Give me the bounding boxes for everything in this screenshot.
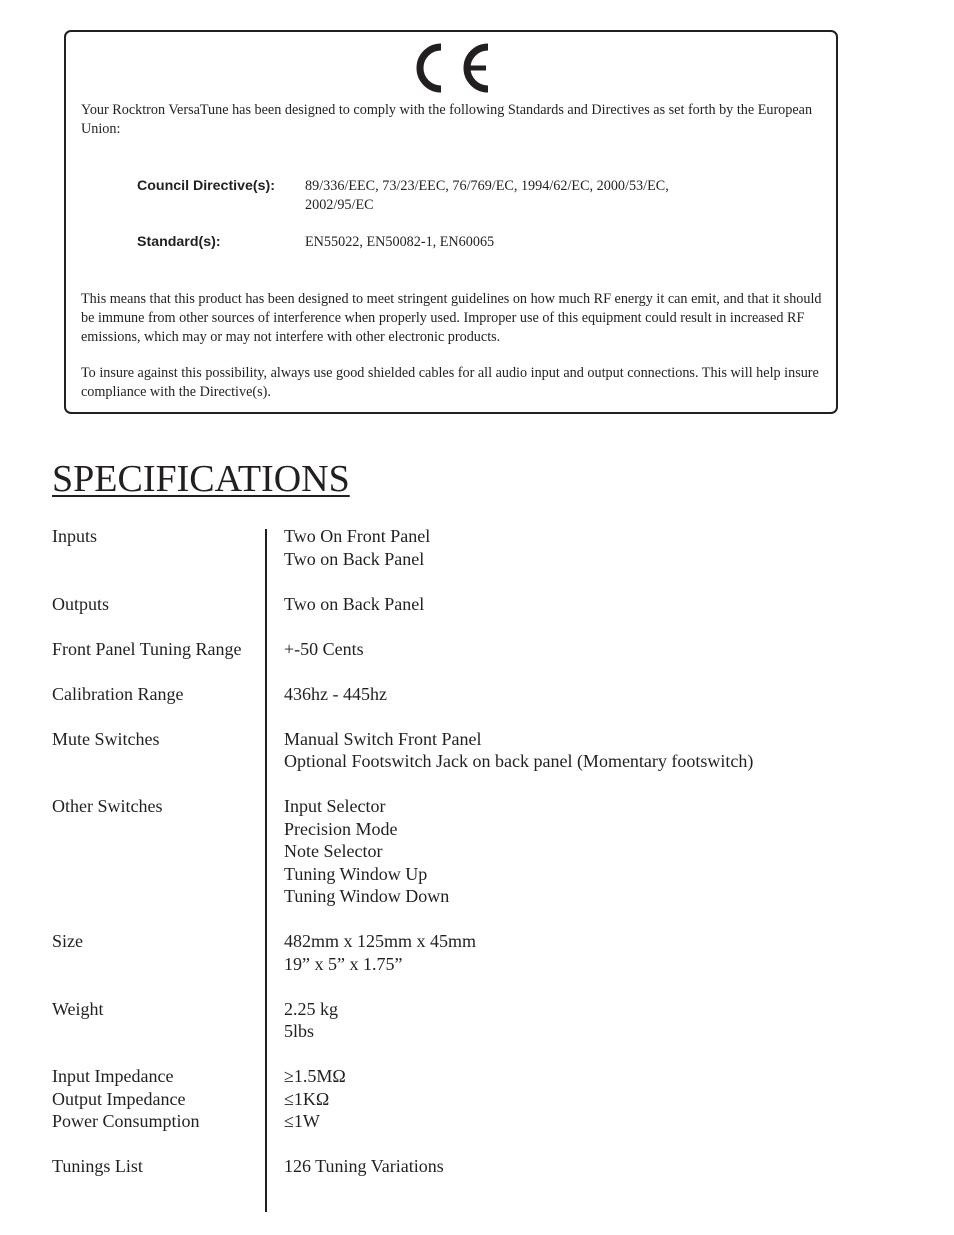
spec-value bbox=[284, 795, 904, 908]
spec-value-line: 436hz - 445hz bbox=[284, 683, 387, 704]
spec-label-line: Calibration Range bbox=[52, 683, 184, 704]
spec-value-line: Two On Front Panel bbox=[284, 526, 431, 546]
ce-mark-icon bbox=[412, 41, 492, 95]
spec-label-line: Weight bbox=[52, 998, 104, 1019]
spec-value bbox=[284, 930, 904, 975]
spec-value-line: Tuning Window Down bbox=[284, 886, 450, 906]
spec-value-line: Two on Back Panel bbox=[284, 548, 425, 569]
spec-label bbox=[52, 638, 262, 661]
spec-label-line: Outputs bbox=[52, 593, 110, 614]
spec-label-line: Power Consumption bbox=[52, 1111, 200, 1131]
spec-label-line: Size bbox=[52, 931, 83, 951]
spec-value bbox=[284, 1065, 904, 1133]
spec-label bbox=[52, 683, 262, 706]
spec-value bbox=[284, 998, 904, 1043]
spec-value bbox=[284, 525, 904, 570]
spec-value bbox=[284, 638, 904, 661]
spec-value-line: Input Selector bbox=[284, 796, 386, 816]
spec-column-divider bbox=[265, 529, 267, 1212]
ce-compliance-box bbox=[64, 30, 838, 414]
spec-value-line: 2.25 kg bbox=[284, 998, 338, 1019]
ce-intro-text: Your Rocktron VersaTune has been designed to comply with the following Standards and Directives as set forth by the European Union: bbox=[81, 102, 813, 137]
spec-value-line: ≤1KΩ bbox=[284, 1088, 330, 1109]
spec-value-line: 126 Tuning Variations bbox=[284, 1156, 444, 1176]
standards-value: EN55022, EN50082-1, EN60065 bbox=[305, 234, 495, 250]
spec-label-line: Inputs bbox=[52, 526, 97, 546]
spec-label bbox=[52, 1065, 262, 1133]
specifications-heading: SPECIFICATIONS bbox=[52, 458, 350, 500]
ce-paragraph-cables: To insure against this possibility, always use good shielded cables for all audio input and output connections. This will help insure compliance with the Directive(s). bbox=[81, 365, 819, 400]
spec-value-line: 5lbs bbox=[284, 1021, 315, 1041]
spec-value-line: Two on Back Panel bbox=[284, 593, 425, 614]
spec-label bbox=[52, 525, 262, 548]
spec-label-line: Mute Switches bbox=[52, 728, 160, 749]
spec-label-line: Tunings List bbox=[52, 1156, 143, 1176]
spec-label bbox=[52, 795, 262, 818]
spec-label-line: Other Switches bbox=[52, 796, 163, 816]
spec-label-line: Input Impedance bbox=[52, 1066, 174, 1086]
spec-value-line: ≥1.5MΩ bbox=[284, 1066, 346, 1086]
spec-label bbox=[52, 930, 262, 953]
spec-value-line: +-50 Cents bbox=[284, 638, 364, 659]
spec-label bbox=[52, 998, 262, 1021]
spec-value-line: 19” x 5” x 1.75” bbox=[284, 953, 403, 974]
spec-value-line: Manual Switch Front Panel bbox=[284, 728, 482, 749]
spec-value bbox=[284, 683, 904, 706]
spec-label-line: Output Impedance bbox=[52, 1088, 186, 1109]
spec-value bbox=[284, 1155, 904, 1178]
council-directives-value: 89/336/EEC, 73/23/EEC, 76/769/EC, 1994/62/EC, 2000/53/EC, 2002/95/EC bbox=[305, 178, 669, 213]
spec-value-line: Precision Mode bbox=[284, 818, 398, 839]
spec-value-line: Tuning Window Up bbox=[284, 863, 428, 884]
spec-label bbox=[52, 1155, 262, 1178]
spec-value-line: ≤1W bbox=[284, 1111, 320, 1131]
council-directives-label: Council Directive(s): bbox=[137, 178, 275, 194]
ce-paragraph-rf: This means that this product has been designed to meet stringent guidelines on how much RF energy it can emit, and that it should be immune from other sources of interference when properly used. Improper use of this equipment could result in increased RF emissions, which may or may not interfere with other electronic products. bbox=[81, 291, 822, 345]
spec-value bbox=[284, 728, 904, 773]
spec-value-line: Optional Footswitch Jack on back panel (Momentary footswitch) bbox=[284, 751, 754, 771]
spec-label bbox=[52, 728, 262, 751]
spec-value-line: Note Selector bbox=[284, 841, 383, 861]
spec-value-line: 482mm x 125mm x 45mm bbox=[284, 931, 477, 951]
spec-label-line: Front Panel Tuning Range bbox=[52, 638, 242, 659]
spec-value bbox=[284, 593, 904, 616]
standards-label: Standard(s): bbox=[137, 234, 221, 250]
spec-label bbox=[52, 593, 262, 616]
